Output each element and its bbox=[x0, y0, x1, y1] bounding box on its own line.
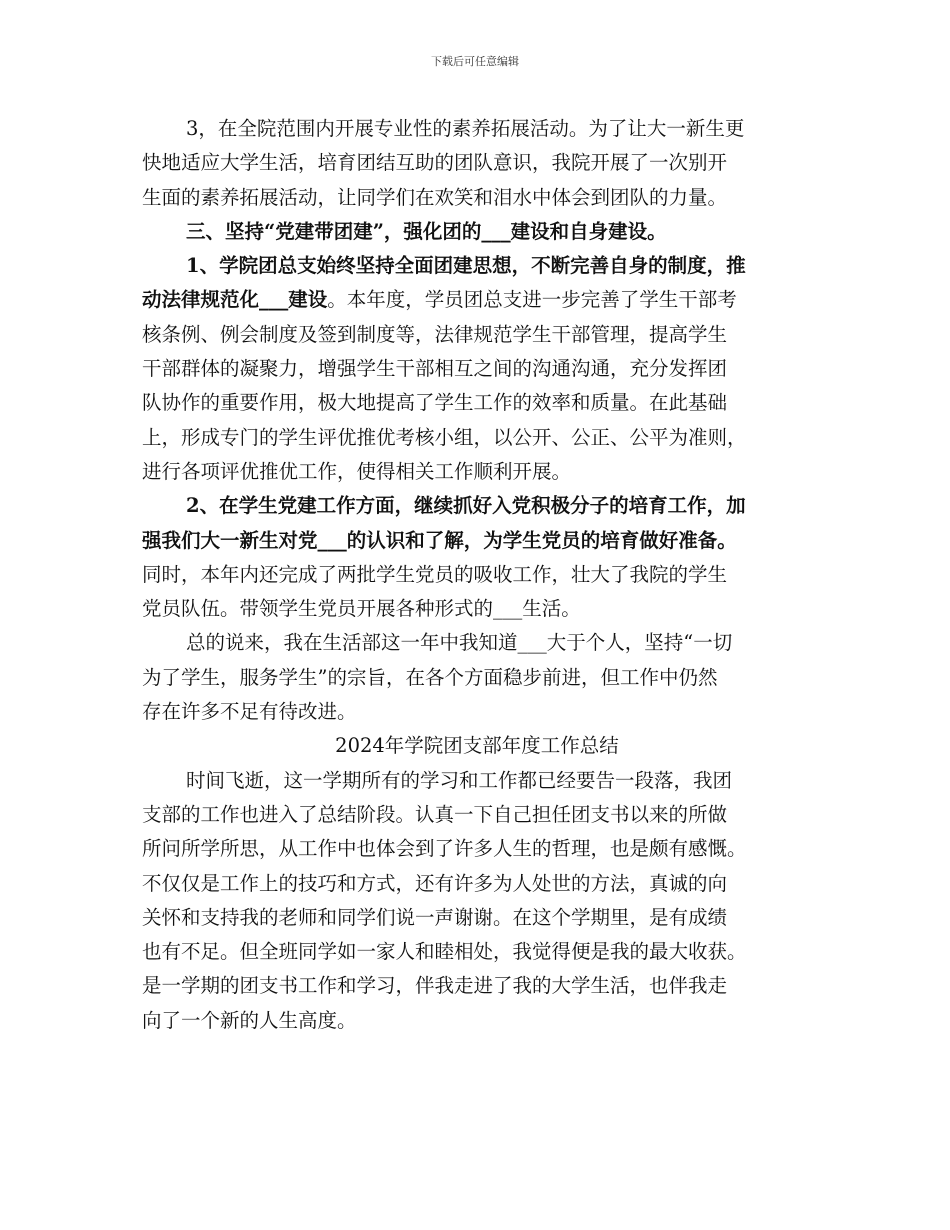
paragraph-line: 党员队伍。带领学生党员开展各种形式的___生活。 bbox=[142, 597, 581, 621]
page-header-note: 下载后可任意编辑 bbox=[431, 55, 519, 68]
paragraph-line: 3，在全院范围内开展专业性的素养拓展活动。为了让大一新生更 bbox=[186, 117, 745, 140]
document-body bbox=[142, 112, 812, 1038]
paragraph-line: 存在许多不足有待改进。 bbox=[142, 700, 357, 724]
point-1-text: 。本年度，学员团总支进一步完善了学生干部考 bbox=[327, 288, 737, 312]
point-2-heading-line: 2、在学生党建工作方面，继续抓好入党积极分子的培育工作，加 bbox=[186, 494, 746, 518]
paragraph-line: 总的说来，我在生活部这一年中我知道___大于个人，坚持“一切 bbox=[186, 631, 733, 655]
paragraph-line: 快地适应大学生活，培育团结互助的团队意识，我院开展了一次别开 bbox=[142, 151, 728, 175]
paragraph-line: 同时，本年内还完成了两批学生党员的吸收工作，壮大了我院的学生 bbox=[142, 562, 728, 586]
paragraph-line: 进行各项评优推优工作，使得相关工作顺利开展。 bbox=[142, 459, 572, 483]
paragraph-line: 不仅仅是工作上的技巧和方式，还有许多为人处世的方法，真诚的向 bbox=[142, 871, 728, 895]
paragraph-line: 关怀和支持我的老师和同学们说一声谢谢。在这个学期里，是有成绩 bbox=[142, 905, 728, 929]
paragraph-line: 时间飞逝，这一学期所有的学习和工作都已经要告一段落，我团 bbox=[186, 768, 733, 792]
point-2-heading-line: 强我们大一新生对党___的认识和了解，为学生党员的培育做好准备。 bbox=[142, 528, 737, 552]
paragraph-line: 生面的素养拓展活动，让同学们在欢笑和泪水中体会到团队的力量。 bbox=[142, 185, 728, 209]
paragraph-line: 核条例、例会制度及签到制度等，法律规范学生干部管理，提高学生 bbox=[142, 322, 728, 346]
paragraph-line: 向了一个新的人生高度。 bbox=[142, 1008, 357, 1032]
paragraph-line: 是一学期的团支书工作和学习，伴我走进了我的大学生活，也伴我走 bbox=[142, 974, 728, 998]
paragraph-line bbox=[142, 283, 812, 317]
paragraph-line: 队协作的重要作用，极大地提高了学生工作的效率和质量。在此基础 bbox=[142, 391, 728, 415]
paragraph-line: 所问所学所思，从工作中也体会到了许多人生的哲理，也是颇有感慨。 bbox=[142, 837, 747, 861]
section-heading: 三、坚持“党建带团建”，强化团的___建设和自身建设。 bbox=[186, 219, 667, 243]
point-1-heading-end: 动法律规范化___建设 bbox=[142, 288, 328, 312]
paragraph-line: 上，形成专门的学生评优推优考核小组，以公开、公正、公平为准则， bbox=[142, 425, 747, 449]
paragraph-line: 干部群体的凝聚力，增强学生干部相互之间的沟通沟通，充分发挥团 bbox=[142, 357, 728, 381]
paragraph-line: 支部的工作也进入了总结阶段。认真一下自己担任团支书以来的所做 bbox=[142, 802, 728, 826]
point-1-heading-line: 1、学院团总支始终坚持全面团建思想，不断完善自身的制度，推 bbox=[186, 254, 746, 278]
paragraph-line: 为了学生，服务学生”的宗旨，在各个方面稳步前进，但工作中仍然 bbox=[142, 665, 718, 689]
article-title: 2024年学院团支部年度工作总结 bbox=[335, 734, 619, 758]
paragraph-line: 也有不足。但全班同学如一家人和睦相处，我觉得便是我的最大收获。 bbox=[142, 940, 747, 964]
